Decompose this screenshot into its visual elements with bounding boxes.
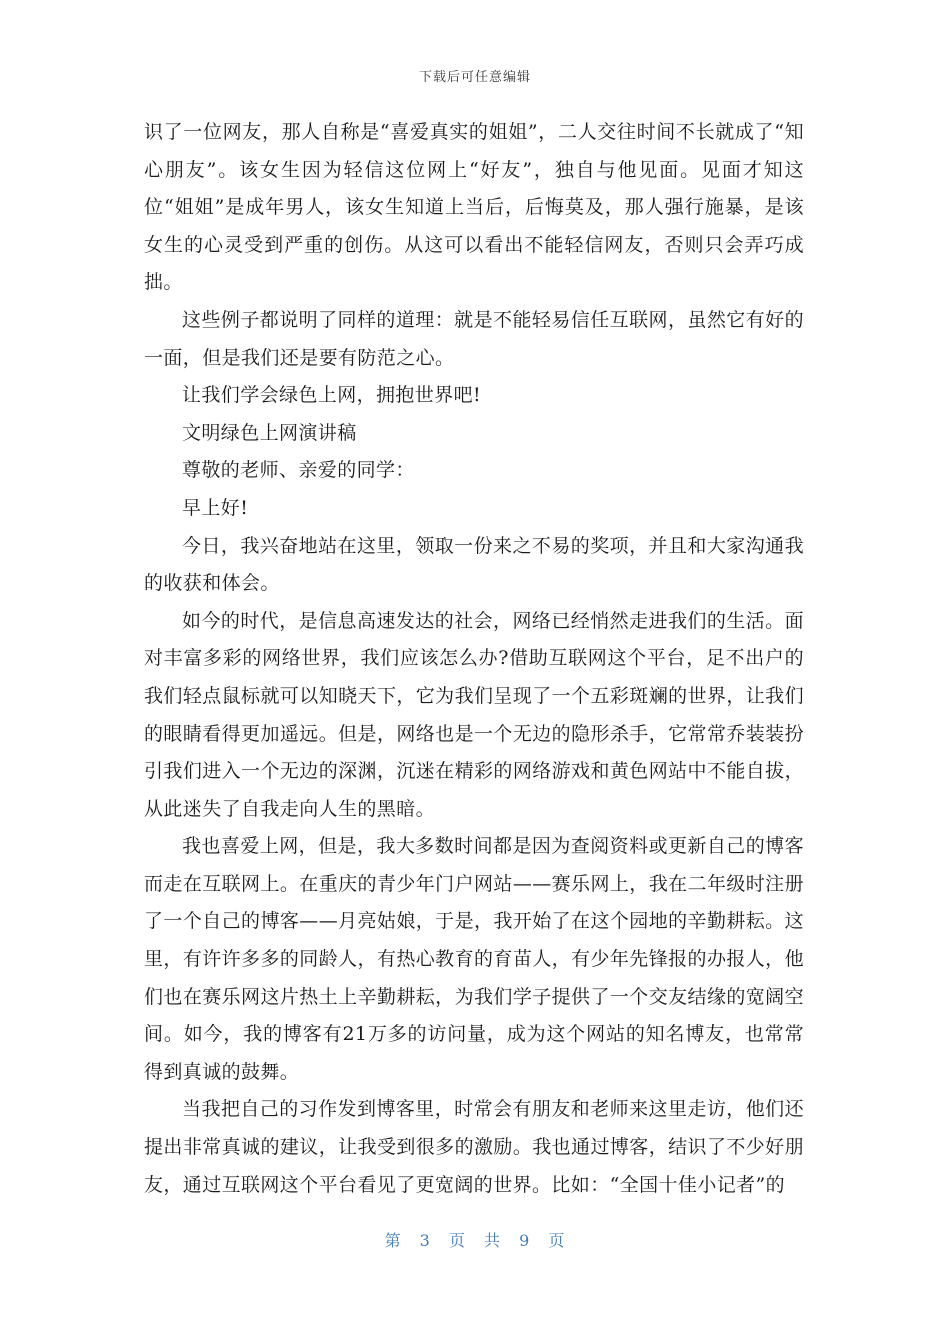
paragraph-10: 当我把自己的习作发到博客里，时常会有朋友和老师来这里走访，他们还提出非常真诚的建议，让我受到很多的激励。我也通过博客，结识了不少好朋友，通过互联网这个平台看见了更宽阔的世界。比如：“全国十佳小记者”的 [144,1098,804,1196]
paragraph-2: 这些例子都说明了同样的道理：就是不能轻易信任互联网，虽然它有好的一面，但是我们还是要有防范之心。 [144,308,804,369]
speech-title: 文明绿色上网演讲稿 [182,421,357,444]
paragraph-7: 今日，我兴奋地站在这里，领取一份来之不易的奖项，并且和大家沟通我的收获和体会。 [144,534,804,595]
paragraph-1: 识了一位网友，那人自称是“喜爱真实的姐姐”，二人交往时间不长就成了“知心朋友”。该女生因为轻信这位网上“好友”，独自与他见面。见面才知这位“姐姐”是成年男人，该女生知道上当后，后悔莫及，那人强行施暴，是该女生的心灵受到严重的创伤。从这可以看出不能轻信网友，否则只会弄巧成拙。 [144,121,804,294]
page-header: 下载后可任意编辑 [418,70,531,85]
paragraph-9: 我也喜爱上网，但是，我大多数时间都是因为查阅资料或更新自己的博客而走在互联网上。在重庆的青少年门户网站——赛乐网上，我在二年级时注册了一个自己的博客——月亮姑娘，于是，我开始了在这个园地的辛勤耕耘。这里，有许许多多的同龄人，有热心教育的育苗人，有少年先锋报的办报人，他们也在赛乐网这片热土上辛勤耕耘，为我们学子提供了一个交友结缘的宽阔空间。如今，我的博客有21万多的访问量，成为这个网站的知名博友，也常常得到真诚的鼓舞。 [144,835,804,1083]
document-body [144,114,804,1204]
paragraph-8: 如今的时代，是信息高速发达的社会，网络已经悄然走进我们的生活。面对丰富多彩的网络世界，我们应该怎么办?借助互联网这个平台，足不出户的我们轻点鼠标就可以知晓天下，它为我们呈现了一个五彩斑斓的世界，让我们的眼睛看得更加遥远。但是，网络也是一个无边的隐形杀手，它常常乔装装扮引我们进入一个无边的深渊，沉迷在精彩的网络游戏和黄色网站中不能自拔，从此迷失了自我走向人生的黑暗。 [144,609,804,820]
page-number-footer: 第 3 页 共 9 页 [384,1231,566,1250]
salutation: 尊敬的老师、亲爱的同学： [182,459,415,482]
greeting: 早上好! [182,496,249,519]
paragraph-3: 让我们学会绿色上网，拥抱世界吧! [182,384,482,407]
